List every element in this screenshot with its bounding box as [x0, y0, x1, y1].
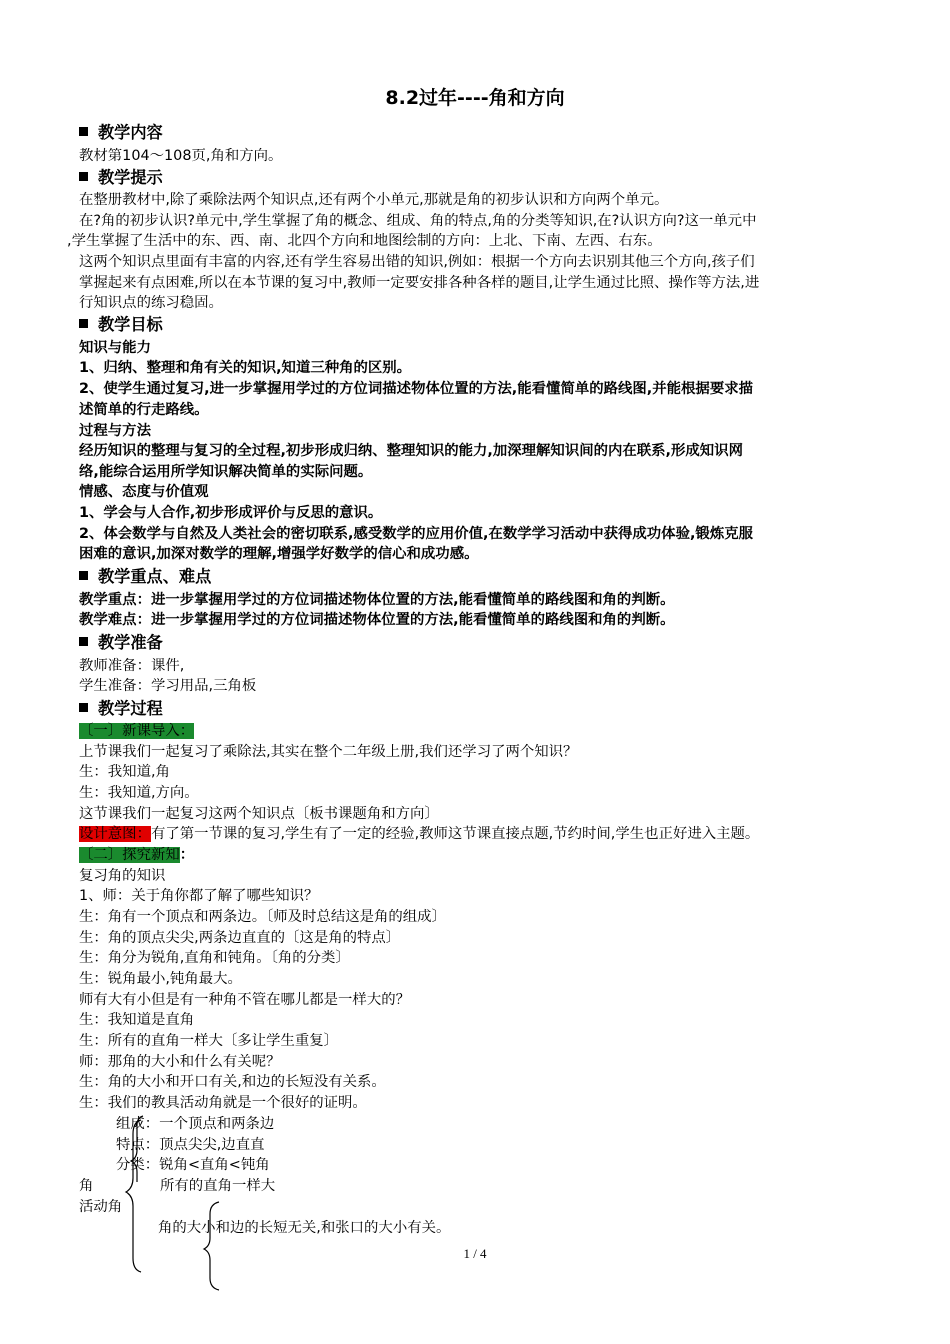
page-number: 1 / 4 [463, 1246, 487, 1261]
paragraph: 行知识点的练习稳固。 [79, 295, 223, 311]
section-heading-content: 教学内容 [79, 122, 884, 144]
paragraph: 生：我们的教具活动角就是一个很好的证明。 [79, 1095, 367, 1111]
square-bullet-icon [79, 571, 88, 580]
paragraph: 1、归纳、整理和角有关的知识,知道三种角的区别。 [79, 360, 412, 376]
paragraph: 这节课我们一起复习这两个知识点〔板书课题角和方向〕 [79, 806, 439, 822]
subheading: 过程与方法 [79, 423, 151, 439]
section-heading-hint: 教学提示 [79, 167, 884, 189]
subheading: 知识与能力 [79, 340, 151, 356]
square-bullet-icon [79, 703, 88, 712]
document-title: 8.2过年----角和方向 [385, 87, 565, 109]
section-heading-key-points: 教学重点、难点 [79, 566, 884, 588]
paragraph: 生：角分为锐角,直角和钝角。〔角的分类〕 [79, 950, 350, 966]
subheading: 情感、态度与价值观 [79, 484, 209, 500]
diagram-row-composition: 组成：一个顶点和两条边 [116, 1116, 275, 1132]
design-intent-label: 设计意图： [79, 826, 151, 842]
diagram-sub-label: 活动角 [79, 1199, 123, 1215]
square-bullet-icon [79, 637, 88, 646]
diagram-row-size-relation: 角的大小和边的长短无关,和张口的大小有关。 [158, 1220, 451, 1236]
paragraph: 2、体会数学与自然及人类社会的密切联系,感受数学的应用价值,在数学学习活动中获得成功体验,锻炼克服 [79, 526, 753, 542]
paragraph: 生：角的顶点尖尖,两条边直直的〔这是角的特点〕 [79, 930, 401, 946]
diagram-row-classification: 分类：锐角<直角<钝角 [116, 1157, 270, 1173]
paragraph: 掌握起来有点困难,所以在本节课的复习中,教师一定要安排各种各样的题目,让学生通过比照、操作等方法,进 [79, 275, 760, 291]
step-label-explore: 〔二〕探究新知： [79, 847, 195, 863]
paragraph: 教材第104～108页,角和方向。 [79, 148, 283, 164]
paragraph: 师有大有小但是有一种角不管在哪儿都是一样大的？ [79, 992, 410, 1008]
diagram-row-right-angles: 所有的直角一样大 [160, 1178, 276, 1194]
diagram-root-label: 角 [79, 1178, 94, 1194]
paragraph: 在?角的初步认识?单元中,学生掌握了角的概念、组成、角的特点,角的分类等知识,在?认识方向?这一单元中 [79, 213, 757, 229]
paragraph: 生：锐角最小,钝角最大。 [79, 971, 242, 987]
square-bullet-icon [79, 127, 88, 136]
paragraph: 络,能综合运用所学知识解决简单的实际问题。 [79, 464, 373, 480]
section-heading-preparation: 教学准备 [79, 632, 884, 654]
square-bullet-icon [79, 172, 88, 181]
paragraph: 教学难点：进一步掌握用学过的方位词描述物体位置的方法,能看懂简单的路线图和角的判断。 [79, 612, 675, 628]
paragraph: 教师准备：课件, [79, 658, 185, 674]
paragraph: 述简单的行走路线。 [79, 402, 209, 418]
paragraph: 1、学会与人合作,初步形成评价与反思的意识。 [79, 505, 383, 521]
paragraph: 生：角有一个顶点和两条边。〔师及时总结这是角的组成〕 [79, 909, 446, 925]
paragraph: 师：那角的大小和什么有关呢？ [79, 1054, 281, 1070]
paragraph: ,学生掌握了生活中的东、西、南、北四个方向和地图绘制的方向：上北、下南、左西、右东。 [67, 233, 662, 249]
paragraph: 2、使学生通过复习,进一步掌握用学过的方位词描述物体位置的方法,能看懂简单的路线图,并能根据要求描 [79, 381, 753, 397]
paragraph: 学生准备：学习用品,三角板 [79, 678, 257, 694]
paragraph: 这两个知识点里面有丰富的内容,还有学生容易出错的知识,例如：根据一个方向去识别其他三个方向,孩子们 [79, 254, 755, 270]
paragraph: 生：我知道是直角 [79, 1012, 195, 1028]
paragraph: 教学重点：进一步掌握用学过的方位词描述物体位置的方法,能看懂简单的路线图和角的判断。 [79, 592, 675, 608]
diagram-row-features: 特点：顶点尖尖,边直直 [116, 1137, 265, 1153]
paragraph: 经历知识的整理与复习的全过程,初步形成归纳、整理知识的能力,加深理解知识间的内在联系,形成知识网 [79, 443, 743, 459]
square-bullet-icon [79, 319, 88, 328]
paragraph: 上节课我们一起复习了乘除法,其实在整个二年级上册,我们还学习了两个知识？ [79, 744, 578, 760]
step-label-intro: 〔一〕新课导入： [79, 723, 195, 739]
paragraph: 困难的意识,加深对数学的理解,增强学好数学的信心和成功感。 [79, 546, 479, 562]
paragraph: 复习角的知识 [79, 868, 166, 884]
paragraph: 生：角的大小和开口有关,和边的长短没有关系。 [79, 1074, 386, 1090]
paragraph: 在整册教材中,除了乘除法两个知识点,还有两个小单元,那就是角的初步认识和方向两个单元。 [79, 192, 669, 208]
paragraph: 生：我知道,方向。 [79, 785, 199, 801]
section-heading-process: 教学过程 [79, 698, 884, 720]
paragraph: 1、师：关于角你都了解了哪些知识？ [79, 888, 319, 904]
design-intent-line: 设计意图：有了第一节课的复习,学生有了一定的经验,教师这节课直接点题,节约时间,学生也正好进入主题。 [79, 826, 760, 842]
paragraph: 生：所有的直角一样大〔多让学生重复〕 [79, 1033, 339, 1049]
paragraph: 生：我知道,角 [79, 764, 170, 780]
section-heading-goals: 教学目标 [79, 314, 884, 336]
